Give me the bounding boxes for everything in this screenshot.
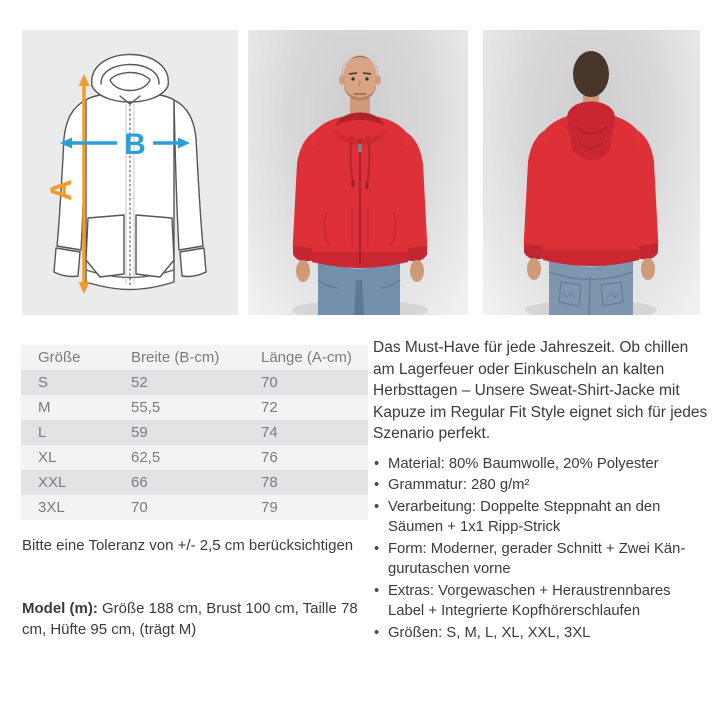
cell-laenge: 70 bbox=[261, 374, 278, 391]
tolerance-note: Bitte eine Toleranz von +/- 2,5 cm berücksichtigen bbox=[22, 537, 354, 554]
model-info bbox=[22, 598, 367, 640]
model-figure-front bbox=[248, 30, 468, 315]
col-header-breite: Breite (B-cm) bbox=[131, 349, 220, 366]
product-description bbox=[373, 337, 713, 644]
cell-breite: 62,5 bbox=[131, 449, 161, 466]
feature-item-form: • Form: Moderner, gerader Schnitt + Zwei Kängurutaschen vorne bbox=[373, 539, 688, 580]
cell-breite: 59 bbox=[131, 424, 148, 441]
model-label: Model (m): bbox=[22, 600, 98, 617]
cell-laenge: 76 bbox=[261, 449, 278, 466]
description-intro: Das Must-Have für jede Jahreszeit. Ob chillen am Lagerfeuer oder Einkuscheln an kalten Herbsttagen – Unsere Sweat-Shirt-Jacke mit Kapuze im Regular Fit Style eignet sich für jedes Szenario perfekt. bbox=[373, 339, 708, 442]
table-row bbox=[21, 470, 368, 495]
product-photo-back bbox=[483, 30, 700, 315]
size-table-header-row bbox=[21, 345, 368, 370]
cell-size: 3XL bbox=[38, 499, 65, 516]
table-row bbox=[21, 445, 368, 470]
cell-size: XL bbox=[38, 449, 57, 466]
size-table bbox=[21, 345, 368, 520]
feature-item-groessen: • Größen: S, M, L, XL, XXL, 3XL bbox=[373, 623, 688, 644]
label-a: A bbox=[45, 179, 78, 201]
table-row bbox=[21, 395, 368, 420]
product-photo-front bbox=[248, 30, 468, 315]
cell-laenge: 78 bbox=[261, 474, 278, 491]
cell-size: XXL bbox=[38, 474, 67, 491]
cell-laenge: 72 bbox=[261, 399, 278, 416]
cell-breite: 66 bbox=[131, 474, 148, 491]
table-row bbox=[21, 420, 368, 445]
cell-breite: 70 bbox=[131, 499, 148, 516]
cell-size: M bbox=[38, 399, 51, 416]
col-header-groesse: Größe bbox=[38, 349, 81, 366]
model-text: Größe 188 cm, Brust 100 cm, Taille 78 cm, Hüfte 95 cm, (trägt M) bbox=[22, 600, 358, 638]
cell-laenge: 74 bbox=[261, 424, 278, 441]
label-b: B bbox=[124, 128, 146, 161]
cell-size: S bbox=[38, 374, 49, 391]
model-figure-back bbox=[483, 30, 700, 315]
table-row bbox=[21, 495, 368, 520]
cell-breite: 52 bbox=[131, 374, 148, 391]
cell-laenge: 79 bbox=[261, 499, 278, 516]
col-header-laenge: Länge (A-cm) bbox=[261, 349, 352, 366]
feature-item-extras: • Extras: Vorgewaschen + Heraustrennbares Label + Integrierte Kopfhörerschlaufen bbox=[373, 581, 688, 622]
cell-size: L bbox=[38, 424, 47, 441]
hoodie-line-drawing bbox=[22, 30, 238, 315]
feature-item-grammatur: • Grammatur: 280 g/m² bbox=[373, 475, 688, 496]
table-row bbox=[21, 370, 368, 395]
size-diagram-image bbox=[22, 30, 238, 315]
feature-item-verarbeitung: • Verarbeitung: Doppelte Steppnaht an den Säumen + 1x1 Ripp-Strick bbox=[373, 497, 688, 538]
feature-list bbox=[373, 454, 688, 644]
feature-item-material: • Material: 80% Baumwolle, 20% Polyester bbox=[373, 454, 688, 475]
cell-breite: 55,5 bbox=[131, 399, 161, 416]
